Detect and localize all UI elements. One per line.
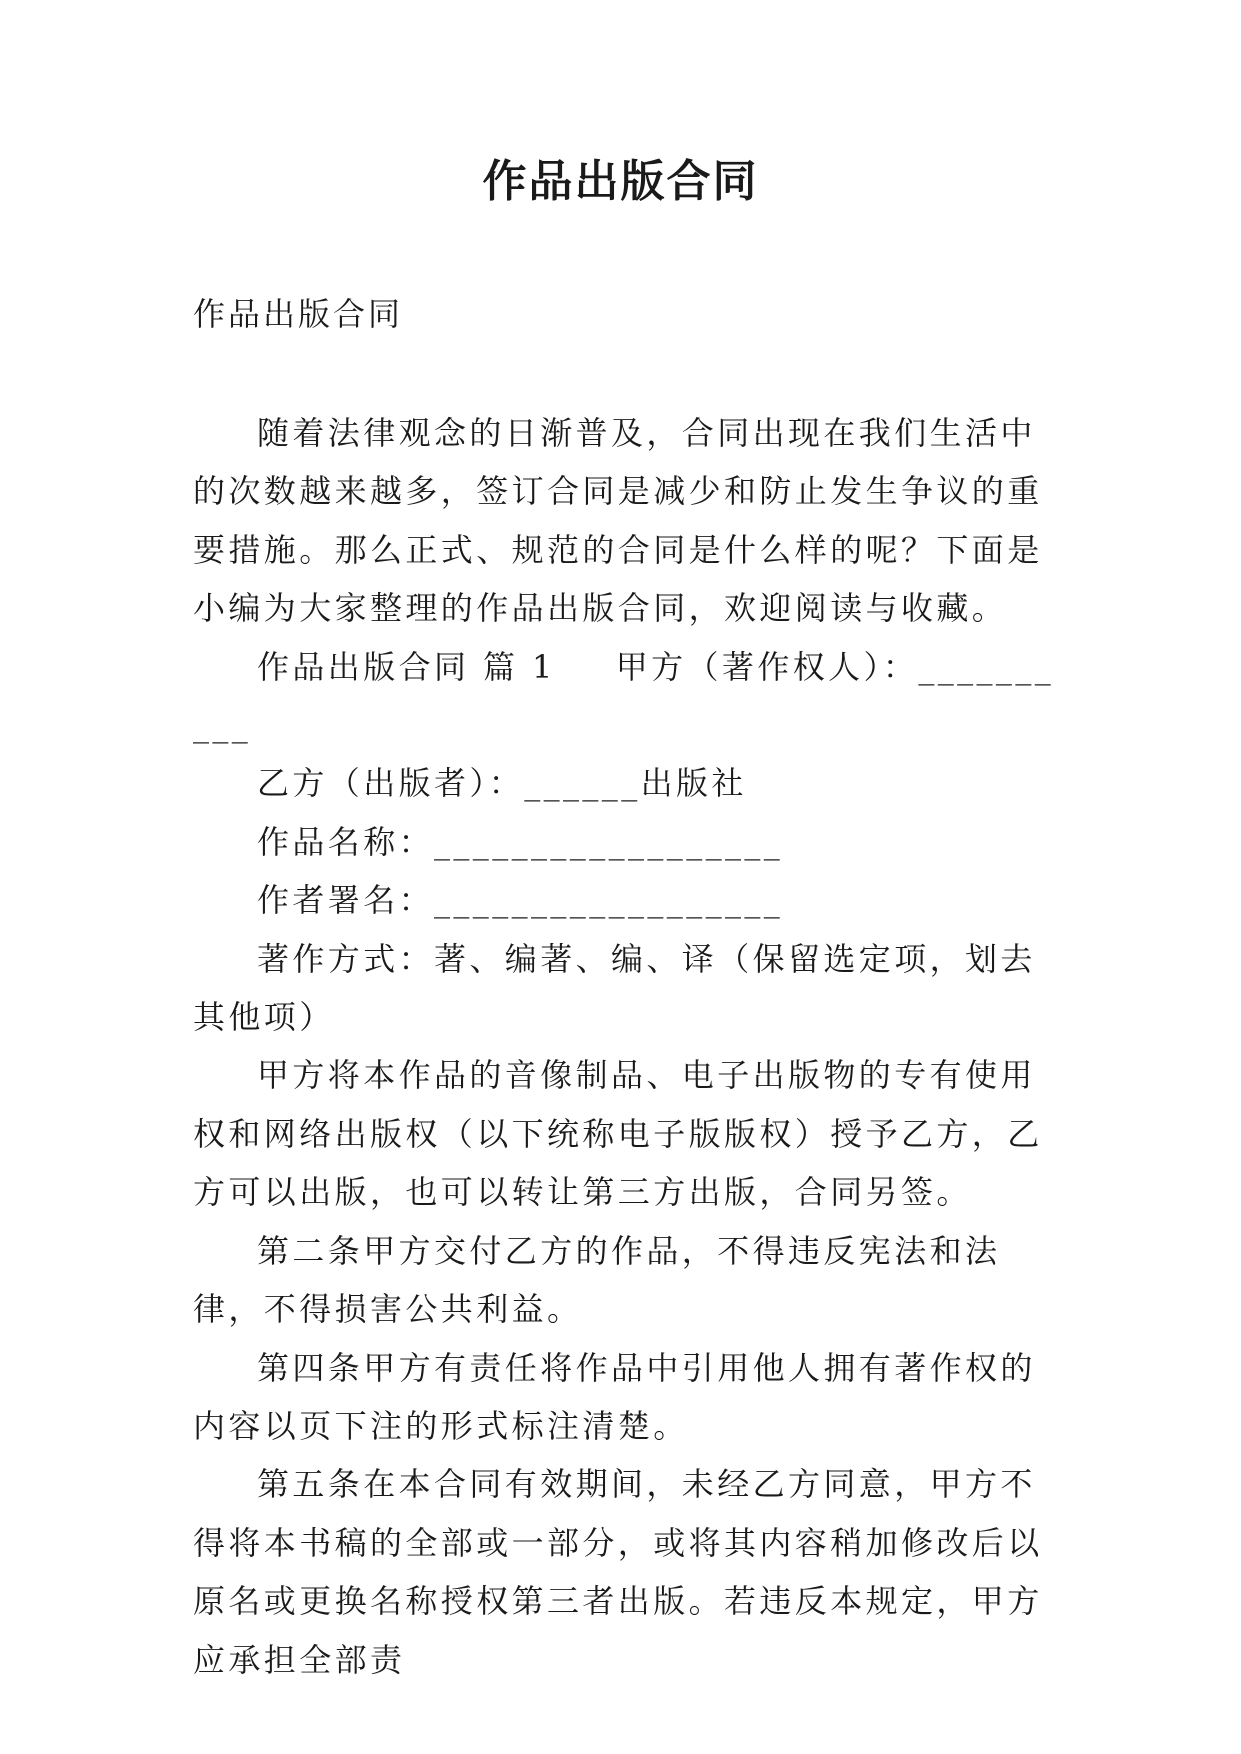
clause-5: 第五条在本合同有效期间，未经乙方同意，甲方不得将本书稿的全部或一部分，或将其内容稍加修改后以原名或更换名称授权第三者出版。若违反本规定，甲方应承担全部责 (193, 1465, 1043, 1679)
authorship-mode-field: 著作方式：著、编著、编、译（保留选定项，划去其他项） (193, 939, 1036, 1037)
work-name-field: 作品名称：__________________ (257, 822, 784, 861)
document-title: 作品出版合同 (482, 156, 759, 207)
clause-rights: 甲方将本作品的音像制品、电子出版物的专有使用权和网络出版权（以下统称电子版版权）授予乙方，乙方可以出版，也可以转让第三方出版，合同另签。 (193, 1056, 1043, 1212)
section-heading-line (193, 638, 1063, 755)
intro-paragraph: 随着法律观念的日渐普及，合同出现在我们生活中的次数越来越多，签订合同是减少和防止发生争议的重要措施。那么正式、规范的合同是什么样的呢？下面是小编为大家整理的作品出版合同，欢迎阅读与收藏。 (193, 414, 1043, 628)
author-signature-field: 作者署名：__________________ (257, 881, 784, 920)
clause-4: 第四条甲方有责任将作品中引用他人拥有著作权的内容以页下注的形式标注清楚。 (193, 1348, 1036, 1445)
clause-2: 第二条甲方交付乙方的作品，不得违反宪法和法律，不得损害公共利益。 (193, 1231, 1001, 1329)
party-a-field: 甲方（著作权人）：__________ (193, 647, 1055, 745)
party-b-field: 乙方（出版者）：______出版社 (257, 764, 747, 803)
section-heading: 作品出版合同 篇 1 (257, 647, 556, 686)
document-body (193, 404, 1063, 1689)
document-subtitle: 作品出版合同 (193, 295, 404, 333)
